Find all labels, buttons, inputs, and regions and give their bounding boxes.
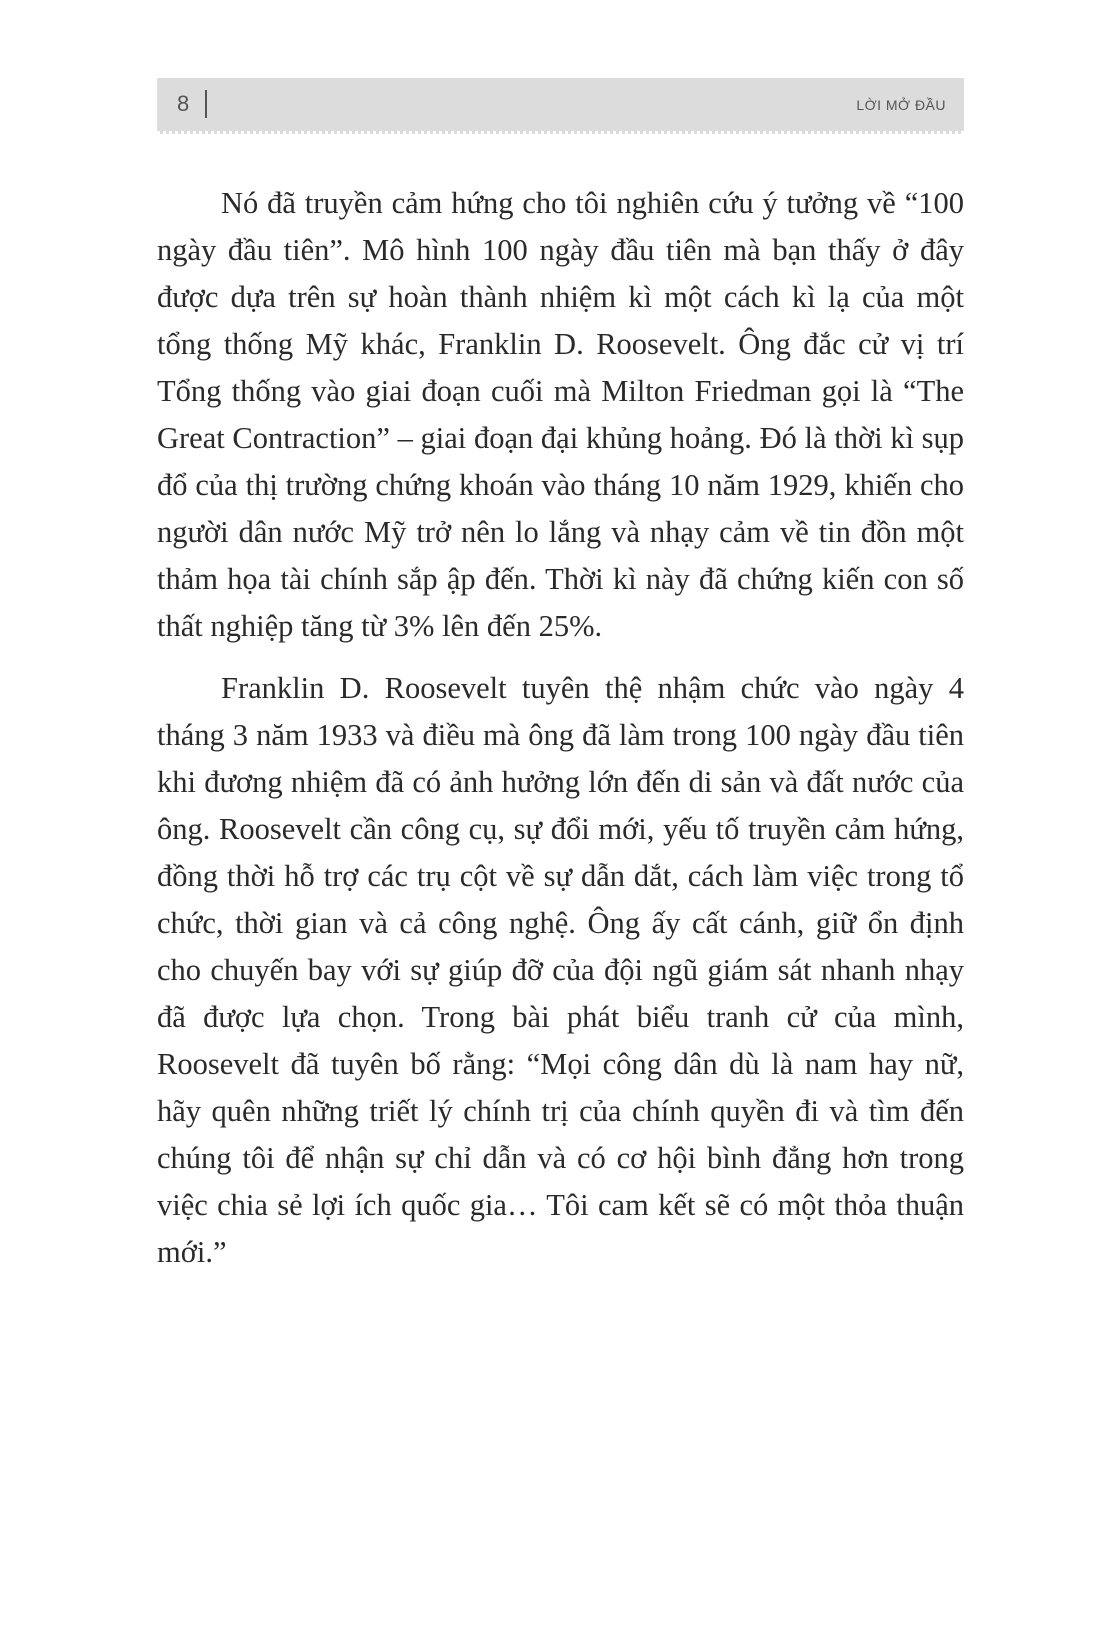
chapter-title: LỜI MỞ ĐẦU xyxy=(856,97,946,113)
running-header xyxy=(157,78,964,134)
paragraph-2: Franklin D. Roosevelt tuyên thệ nhậm chức vào ngày 4 tháng 3 năm 1933 và điều mà ông đã làm trong 100 ngày đầu tiên khi đương nhiệm đã có ảnh hưởng lớn đến di sản và đất nước của ông. Roosevelt cần công cụ, sự đổi mới, yếu tố truyền cảm hứng, đồng thời hỗ trợ các trụ cột về sự dẫn dắt, cách làm việc trong tổ chức, thời gian và cả công nghệ. Ông ấy cất cánh, giữ ổn định cho chuyến bay với sự giúp đỡ của đội ngũ giám sát nhanh nhạy đã được lựa chọn. Trong bài phát biểu tranh cử của mình, Roosevelt đã tuyên bố rằng: “Mọi công dân dù là nam hay nữ, hãy quên những triết lý chính trị của chính quyền đi và tìm đến chúng tôi để nhận sự chỉ dẫn và có cơ hội bình đẳng hơn trong việc chia sẻ lợi ích quốc gia… Tôi cam kết sẽ có một thỏa thuận mới.” xyxy=(157,671,964,1269)
page-number: 8 xyxy=(177,91,190,116)
header-divider xyxy=(205,90,207,118)
body-text xyxy=(157,180,964,1291)
paragraph-1: Nó đã truyền cảm hứng cho tôi nghiên cứu ý tưởng về “100 ngày đầu tiên”. Mô hình 100 ngày đầu tiên mà bạn thấy ở đây được dựa trên sự hoàn thành nhiệm kì một cách kì lạ của một tổng thống Mỹ khác, Franklin D. Roosevelt. Ông đắc cử vị trí Tổng thống vào giai đoạn cuối mà Milton Friedman gọi là “The Great Contraction” – giai đoạn đại khủng hoảng. Đó là thời kì sụp đổ của thị trường chứng khoán vào tháng 10 năm 1929, khiến cho người dân nước Mỹ trở nên lo lắng và nhạy cảm về tin đồn một thảm họa tài chính sắp ập đến. Thời kì này đã chứng kiến con số thất nghiệp tăng từ 3% lên đến 25%. xyxy=(157,186,964,643)
